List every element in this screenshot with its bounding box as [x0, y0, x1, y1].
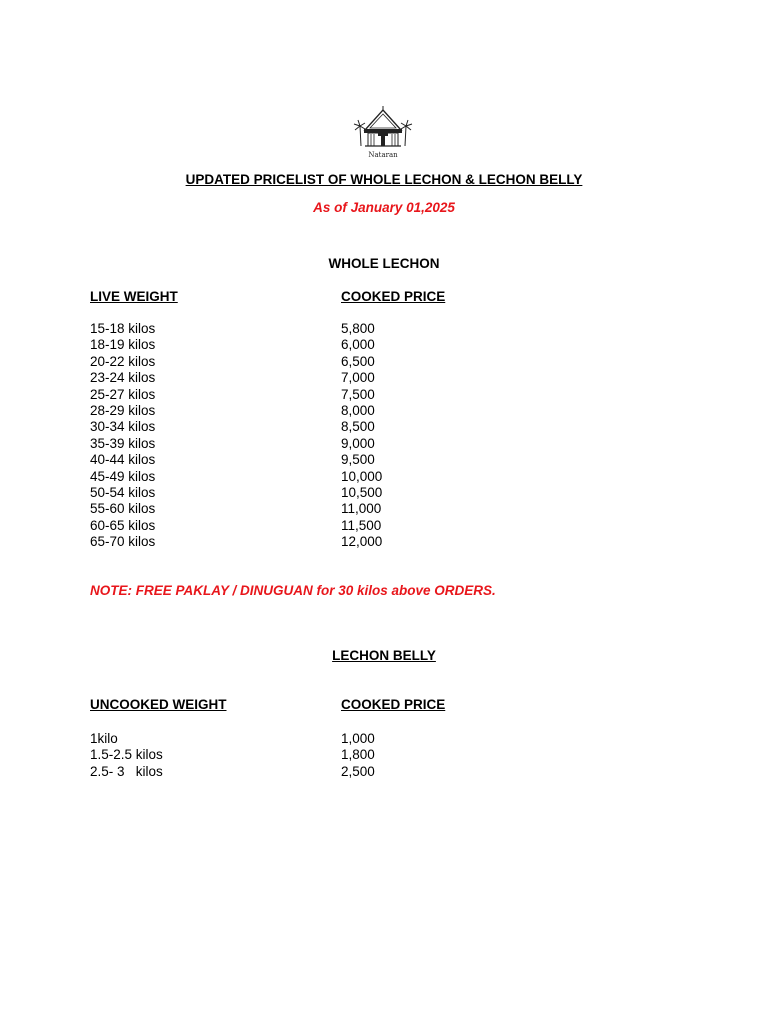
live-weight-item: 60-65 kilos	[90, 517, 156, 533]
live-weight-item: 30-34 kilos	[90, 419, 156, 435]
live-weight-item: 20-22 kilos	[90, 353, 156, 369]
svg-text:Nataran: Nataran	[368, 151, 398, 159]
nataran-logo	[353, 104, 413, 162]
live-weight-item: 45-49 kilos	[90, 468, 156, 484]
uncooked-weight-item: 1kilo	[90, 731, 118, 746]
cooked-price-item: 9,500	[341, 452, 375, 468]
live-weight-item: 25-27 kilos	[90, 386, 156, 402]
belly-cooked-price-header: COOKED PRICE	[341, 697, 446, 712]
live-weight-item: 50-54 kilos	[90, 485, 156, 501]
page-title: UPDATED PRICELIST OF WHOLE LECHON & LECHON BELLY	[185, 172, 583, 187]
hut-logo-icon	[353, 104, 413, 162]
cooked-price-item: 7,000	[341, 370, 375, 386]
uncooked-weight-item: 1.5-2.5 kilos	[90, 747, 163, 763]
uncooked-weight-header: UNCOOKED WEIGHT	[90, 697, 227, 712]
live-weight-item: 65-70 kilos	[90, 534, 156, 550]
live-weight-item: 18-19 kilos	[90, 337, 156, 353]
cooked-price-item: 8,000	[341, 403, 375, 419]
lechon-belly-weight-list	[90, 731, 163, 780]
cooked-price-item: 8,500	[341, 419, 375, 435]
belly-cooked-price-item: 1,000	[341, 731, 375, 746]
cooked-price-item: 9,000	[341, 435, 375, 451]
belly-cooked-price-item: 1,800	[341, 747, 375, 763]
whole-lechon-heading: WHOLE LECHON	[328, 256, 440, 271]
lechon-belly-heading: LECHON BELLY	[332, 648, 436, 663]
live-weight-item: 28-29 kilos	[90, 403, 156, 419]
belly-cooked-price-item: 2,500	[341, 763, 375, 779]
cooked-price-item: 12,000	[341, 534, 383, 550]
live-weight-item: 40-44 kilos	[90, 452, 156, 468]
cooked-price-item: 11,500	[341, 517, 382, 533]
uncooked-weight-item: 2.5- 3 kilos	[90, 763, 163, 779]
cooked-price-item: 10,500	[341, 485, 383, 501]
date-line: As of January 01,2025	[313, 200, 455, 215]
cooked-price-item: 6,500	[341, 353, 375, 369]
cooked-price-item: 10,000	[341, 468, 383, 484]
cooked-price-item: 7,500	[341, 386, 375, 402]
cooked-price-item: 11,000	[341, 501, 382, 517]
whole-lechon-price-list	[341, 321, 382, 551]
live-weight-item: 35-39 kilos	[90, 435, 156, 451]
cooked-price-item: 5,800	[341, 321, 375, 336]
live-weight-item: 55-60 kilos	[90, 501, 156, 517]
cooked-price-header: COOKED PRICE	[341, 289, 446, 304]
free-paklay-note: NOTE: FREE PAKLAY / DINUGUAN for 30 kilos above ORDERS.	[90, 583, 496, 598]
live-weight-item: 23-24 kilos	[90, 370, 156, 386]
whole-lechon-weight-list	[90, 321, 155, 551]
live-weight-header: LIVE WEIGHT	[90, 289, 178, 304]
cooked-price-item: 6,000	[341, 337, 375, 353]
live-weight-item: 15-18 kilos	[90, 321, 156, 336]
lechon-belly-price-list	[341, 731, 375, 780]
